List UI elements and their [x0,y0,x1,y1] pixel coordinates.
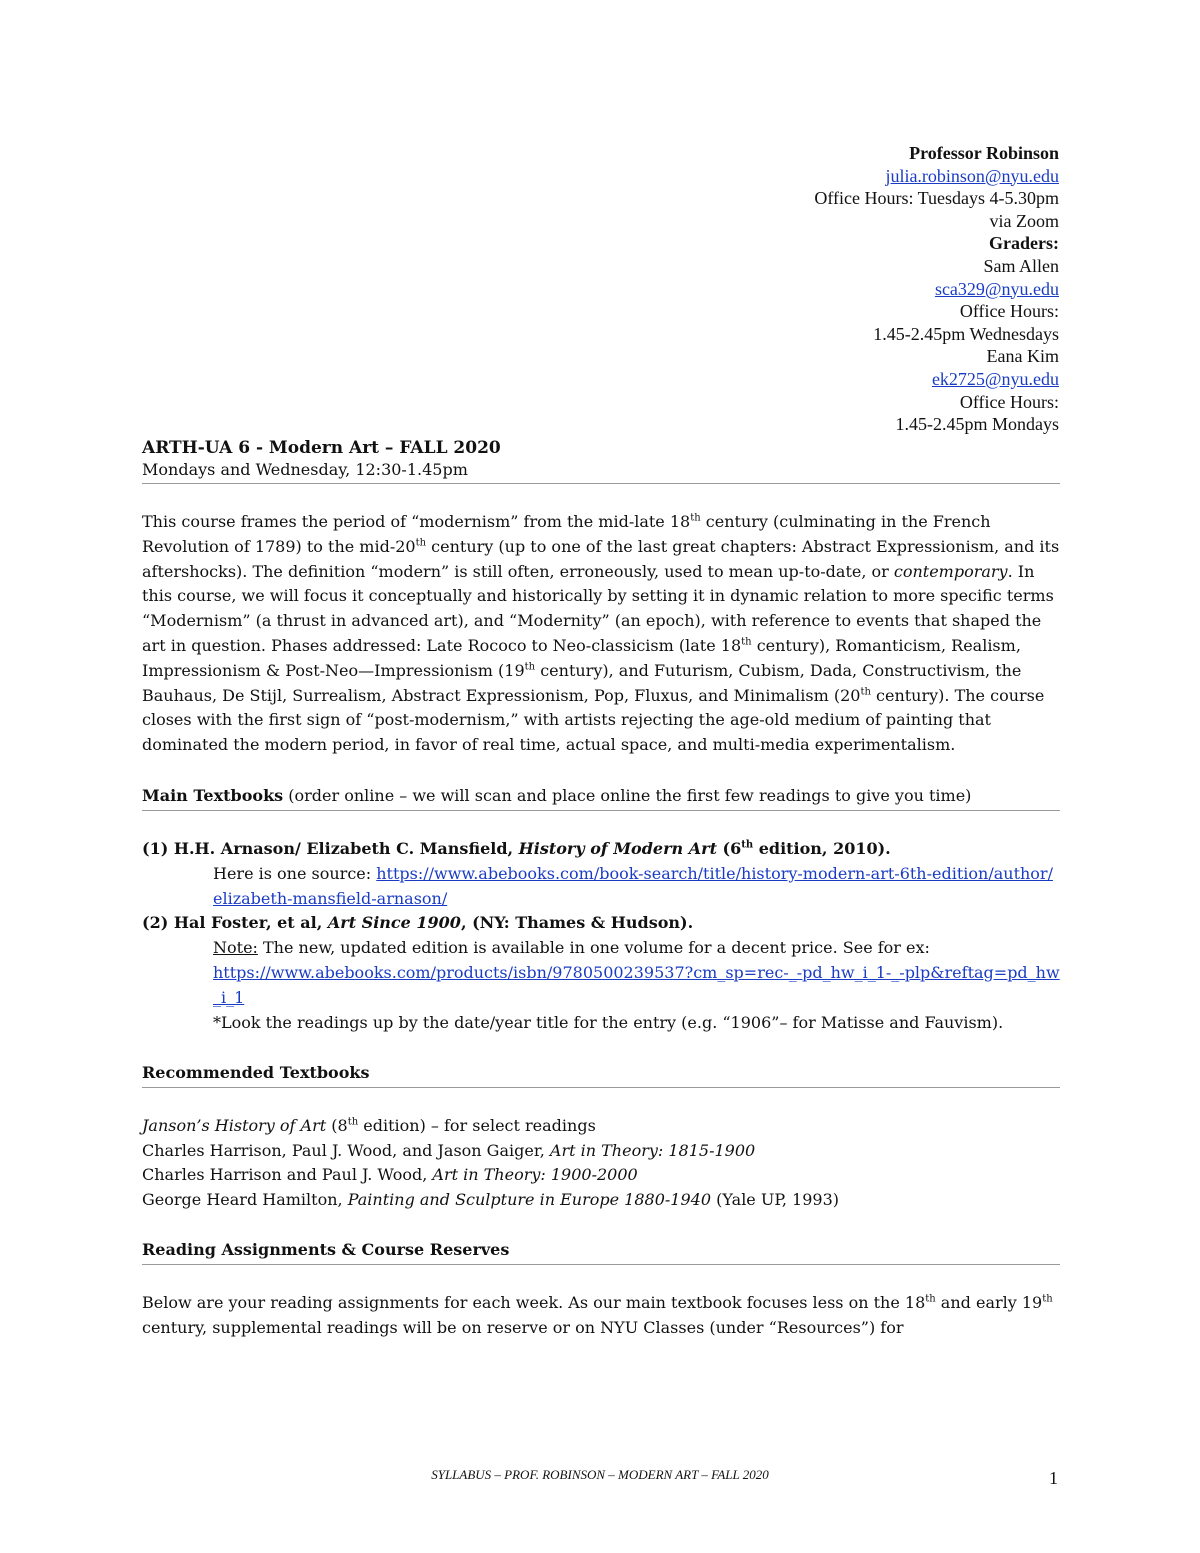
professor-email-link[interactable]: julia.robinson@nyu.edu [885,165,1059,186]
book-author: (2) Hal Foster, et al, [142,913,328,933]
course-description [142,510,1060,758]
superscript: th [741,839,754,851]
grader2-name: Eana Kim [986,346,1059,367]
book-author: George Heard Hamilton, [142,1189,348,1209]
book-edition: edition) – for select readings [358,1116,596,1136]
superscript: th [415,537,427,549]
divider [142,1087,1060,1088]
book-edition: (6 [716,838,742,858]
contact-block [639,142,1059,436]
grader1-oh-label: Office Hours: [959,301,1059,322]
superscript: th [741,636,752,648]
course-title: ARTH-UA 6 - Modern Art – FALL 2020 [142,438,501,458]
list-item [142,1163,1060,1188]
reading-text: and early 19 [935,1293,1043,1313]
book-title: History of Modern Art [518,838,717,858]
book-publisher: , (NY: Thames & Hudson). [460,913,694,933]
divider [142,483,1060,484]
book-publisher: (Yale UP, 1993) [711,1189,839,1209]
description-text: century), Romanticism, Realism, Impressionism & Post-Neo—Impressionism (19 [142,635,1021,680]
superscript: th [690,512,701,524]
grader2-email-link[interactable]: ek2725@nyu.edu [931,368,1059,389]
main-content [142,437,1060,1341]
main-textbooks-heading [142,784,1060,808]
book-author: (1) H.H. Arnason/ Elizabeth C. Mansfield, [142,838,519,858]
description-text: century (culminating in the French Revolution of 1789) to the mid-20 [142,512,991,556]
book-title: Janson’s History of Art [142,1116,327,1136]
divider [142,1264,1060,1265]
professor-name: Professor Robinson [909,143,1059,163]
superscript: th [347,1117,359,1129]
reading-tip: *Look the readings up by the date/year title for the entry (e.g. “1906”– for Matisse and Fauvism). [213,1012,1004,1032]
book-author: Charles Harrison, Paul J. Wood, and Jason Gaiger, [142,1140,550,1160]
superscript: th [925,1294,936,1306]
recommended-heading [142,1061,1060,1085]
source-label: Here is one source: [213,863,377,883]
book-title: Art in Theory: 1815-1900 [549,1140,756,1160]
page-footer: SYLLABUS – PROF. ROBINSON – MODERN ART – FALL 2020 [431,1467,769,1482]
reading-heading [142,1238,1060,1262]
book-title: Art Since 1900 [327,913,461,933]
book1-source-link[interactable]: https://www.abebooks.com/book-search/title/history-modern-art-6th-edition/author/elizabeth-mansfield-arnason/ [213,863,1053,908]
description-text: century). The course closes with the first sign of “post-modernism,” with artists rejecting the age-old medium of painting that dominated the modern period, in favor of real time, actual space, and multi-media experimentalism. [142,685,1045,755]
grader1-name: Sam Allen [983,255,1059,276]
grader1-email-link[interactable]: sca329@nyu.edu [934,278,1059,299]
list-item [142,1114,1060,1139]
reading-intro [142,1291,1060,1341]
superscript: th [524,661,536,673]
grader2-oh-label: Office Hours: [959,391,1059,412]
section-heading: Recommended Textbooks [142,1063,370,1083]
description-text: century), and Futurism, Cubism, Dada, Constructivism, the Bauhaus, De Stijl, Surrealism, Abstract Expressionism, Pop, Fluxus, and Minimalism (20 [142,660,1022,705]
course-schedule: Mondays and Wednesday, 12:30-1.45pm [142,460,468,479]
section-note: (order online – we will scan and place online the first few readings to give you time) [283,785,972,805]
note-text: The new, updated edition is available in one volume for a decent price. See for ex: [257,938,930,958]
office-hours: Office Hours: Tuesdays 4-5.30pm [814,188,1059,209]
book-title: Painting and Sculpture in Europe 1880-1940 [347,1189,711,1209]
list-item [142,1139,1060,1164]
description-text: . In this course, we will focus it conceptually and historically by setting it in dynamic relation to more specific terms “Modernism” (a thrust in advanced art), and “Modernity” (an epoch), with reference to events that shaped the art in question. Phases addressed: Late Rococo to Neo-classicism (late 18 [142,561,1054,655]
description-text: century (up to one of the last great chapters: Abstract Expressionism, and its aftershocks). The definition “modern” is still often, erroneously, used to mean up-to-date, or [142,536,1060,581]
reading-text: century, supplemental readings will be on reserve or on NYU Classes (under “Resources”) for [142,1318,904,1338]
reading-text: Below are your reading assignments for each week. As our main textbook focuses less on the 18 [142,1293,926,1313]
divider [142,810,1060,811]
note-label: Note: [213,938,258,958]
recommended-list [142,1114,1060,1212]
grader1-oh: 1.45-2.45pm Wednesdays [873,323,1059,344]
grader2-oh: 1.45-2.45pm Mondays [895,414,1059,435]
office-mode: via Zoom [989,210,1059,231]
page-number: 1 [1049,1468,1058,1488]
description-italic: contemporary [893,561,1008,581]
graders-label: Graders: [989,233,1059,254]
textbook-2 [142,911,1060,1035]
book-edition: edition, 2010). [753,838,891,858]
book-edition: (8 [326,1116,348,1136]
textbook-1 [142,837,1060,911]
book-author: Charles Harrison and Paul J. Wood, [142,1165,433,1185]
section-heading: Reading Assignments & Course Reserves [142,1240,510,1260]
book-title: Art in Theory: 1900-2000 [432,1165,638,1185]
superscript: th [1042,1294,1053,1306]
list-item [142,1188,1060,1213]
book2-source-link[interactable]: https://www.abebooks.com/products/isbn/9780500239537?cm_sp=rec-_-pd_hw_i_1-_-plp&reftag=pd_hw_i_1 [213,962,1060,1007]
superscript: th [860,686,871,698]
section-heading: Main Textbooks [142,785,284,805]
description-text: This course frames the period of “modernism” from the mid-late 18 [142,512,691,531]
